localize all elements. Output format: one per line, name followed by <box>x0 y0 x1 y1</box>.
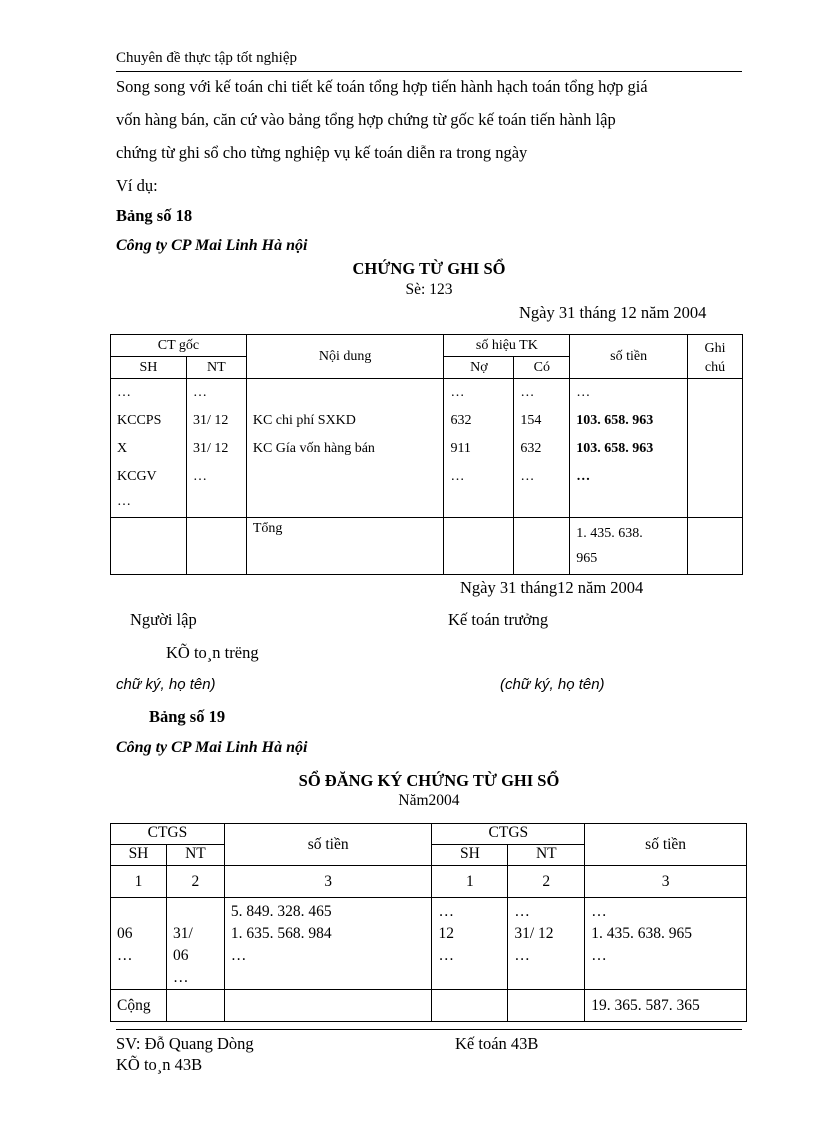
noi-dung-line <box>247 379 444 407</box>
col-sh: SH <box>111 357 187 379</box>
left-nt-line: … <box>172 969 189 986</box>
col-so-hieu-tk: số hiệu TK <box>444 335 570 357</box>
sign-date: Ngày 31 tháng12 năm 2004 <box>460 578 644 597</box>
so-tien-line: 103. 658. 963 <box>576 441 654 456</box>
no-line: 632 <box>450 413 472 428</box>
col-no: Nợ <box>444 357 514 379</box>
col-nt-right: NT <box>508 845 585 866</box>
col-ctgs-left: CTGS <box>111 824 225 845</box>
no-line: … <box>450 385 465 400</box>
registry-total-value: 19. 365. 587. 365 <box>585 990 747 1022</box>
col-nt-left: NT <box>166 845 224 866</box>
total-value-line-1: 1. 435. 638. <box>576 526 643 541</box>
header-rule <box>116 71 742 72</box>
left-nt-line <box>167 901 224 923</box>
total-value-line-2: 965 <box>576 551 598 566</box>
co-line: … <box>520 385 535 400</box>
noi-dung-line: KC chi phí SXKD <box>252 413 356 428</box>
so-tien-line: 103. 658. 963 <box>576 413 654 428</box>
footer-class: Kế toán 43B <box>455 1034 539 1053</box>
left-nt-line: 31/ <box>172 925 193 942</box>
right-sh-line: … <box>438 947 454 964</box>
left-sh <box>111 898 167 990</box>
index-3: 3 <box>224 866 432 898</box>
total-ghi-chu <box>688 518 743 575</box>
col-nt: NT <box>186 357 246 379</box>
col-ctgs-right: CTGS <box>432 824 585 845</box>
total-sh <box>111 518 187 575</box>
co-line: … <box>520 469 535 484</box>
right-so-tien-line: 1. 435. 638. 965 <box>591 925 692 942</box>
table19-title: SỔ ĐĂNG KÝ CHỨNG TỪ GHI SỔ <box>298 771 560 790</box>
index-2: 2 <box>166 866 224 898</box>
total-label: Tổng <box>246 518 444 575</box>
right-so-tien-line: … <box>591 947 607 964</box>
nt-line: … <box>192 469 207 484</box>
left-so-tien-line: 5. 849. 328. 465 <box>230 903 332 920</box>
table18-company: Công ty CP Mai Linh Hà nội <box>116 237 308 254</box>
right-sh-line: 12 <box>438 925 454 942</box>
col-ghi-chu-line-1: Ghi <box>704 341 726 356</box>
index-4: 1 <box>432 866 508 898</box>
signature-scribble: KÕ to¸n trëng <box>166 643 259 662</box>
total-value <box>570 518 688 575</box>
nt-line: … <box>192 385 207 400</box>
sh-line: … <box>117 494 131 509</box>
left-nt-line: 06 <box>172 947 189 964</box>
left-so-tien-line: 1. 635. 568. 984 <box>230 925 332 942</box>
right-nt-line: 31/ 12 <box>514 925 554 942</box>
right-nt-line: … <box>514 947 530 964</box>
table19-year: Năm2004 <box>398 792 460 809</box>
table18-date: Ngày 31 tháng 12 năm 2004 <box>519 303 707 322</box>
registry-total-empty <box>166 990 224 1022</box>
so-tien-line: … <box>576 385 591 400</box>
nt-line: 31/ 12 <box>192 441 229 456</box>
col-noi-dung: Nội dung <box>246 335 444 379</box>
cell-noi-dung <box>246 379 444 518</box>
right-nt-line: … <box>514 903 530 920</box>
left-sh-line <box>111 901 166 923</box>
sh-line: … <box>117 385 131 400</box>
registry-total-empty <box>508 990 585 1022</box>
cell-nt <box>186 379 246 518</box>
preparer-label: Người lập <box>130 610 197 629</box>
registry-total-empty <box>224 990 432 1022</box>
right-so-tien-line: … <box>591 903 607 920</box>
sh-line: X <box>117 441 128 456</box>
registry-total-label: Cộng <box>111 990 167 1022</box>
intro-line-1: Song song với kế toán chi tiết kế toán tổng hợp tiến hành hạch toán tổng hợp giá <box>116 77 648 96</box>
table19-company: Công ty CP Mai Linh Hà nội <box>116 739 308 756</box>
table19-label: Bảng số 19 <box>149 707 226 726</box>
col-sh-left: SH <box>111 845 167 866</box>
col-so-tien-right: số tiền <box>585 824 747 866</box>
left-so-tien-line: … <box>230 947 247 964</box>
nt-line: 31/ 12 <box>192 413 229 428</box>
col-ct-goc: CT gốc <box>111 335 247 357</box>
cell-no <box>444 379 514 518</box>
col-so-tien: số tiền <box>570 335 688 379</box>
table18-title: CHỨNG TỪ GHI SỔ <box>352 259 506 278</box>
sh-line: KCGV <box>117 469 157 484</box>
footer-rule <box>116 1029 742 1030</box>
col-co: Có <box>514 357 570 379</box>
table18-label: Bảng số 18 <box>116 206 193 225</box>
noi-dung-line: KC Gía vốn hàng bán <box>252 441 375 456</box>
right-so-tien <box>585 898 747 990</box>
left-sh-line: … <box>117 947 133 964</box>
page-header-title: Chuyên đề thực tập tốt nghiệp <box>116 50 298 66</box>
col-ghi-chu <box>688 335 743 379</box>
index-1: 1 <box>111 866 167 898</box>
no-line: … <box>450 469 465 484</box>
left-nt <box>166 898 224 990</box>
registry-table <box>110 823 747 1022</box>
co-line: 154 <box>520 413 542 428</box>
sig-note-right: (chữ ký, họ tên) <box>500 676 605 693</box>
cell-ghi-chu <box>688 379 743 518</box>
col-so-tien-left: số tiền <box>224 824 432 866</box>
right-sh <box>432 898 508 990</box>
left-so-tien <box>224 898 432 990</box>
right-sh-line: … <box>438 903 454 920</box>
col-ghi-chu-line-2: chú <box>704 360 726 375</box>
cell-so-tien <box>570 379 688 518</box>
left-sh-line: 06 <box>117 925 133 942</box>
col-sh-right: SH <box>432 845 508 866</box>
registry-total-empty <box>432 990 508 1022</box>
voucher-table <box>110 334 743 575</box>
intro-line-2: vốn hàng bán, căn cứ vào bảng tổng hợp chứng từ gốc kế toán tiến hành lập <box>116 110 616 129</box>
intro-line-3: chứng từ ghi sổ cho từng nghiệp vụ kế toán diễn ra trong ngày <box>116 143 528 162</box>
chief-accountant-label: Kế toán trưởng <box>448 610 549 629</box>
right-nt <box>508 898 585 990</box>
table18-number: Sè: 123 <box>405 281 453 298</box>
cell-sh <box>111 379 187 518</box>
no-line: 911 <box>450 441 471 456</box>
index-6: 3 <box>585 866 747 898</box>
sig-note-left: chữ ký, họ tên) <box>116 676 216 693</box>
total-co <box>514 518 570 575</box>
sh-line: KCCPS <box>117 413 162 428</box>
so-tien-line: … <box>576 469 591 484</box>
cell-co <box>514 379 570 518</box>
total-nt <box>186 518 246 575</box>
example-label: Ví dụ: <box>116 176 158 195</box>
footer-student: SV: Đỗ Quang Dòng <box>116 1034 254 1053</box>
co-line: 632 <box>520 441 542 456</box>
index-5: 2 <box>508 866 585 898</box>
total-no <box>444 518 514 575</box>
footer-class-2: KÕ to¸n 43B <box>116 1055 203 1074</box>
